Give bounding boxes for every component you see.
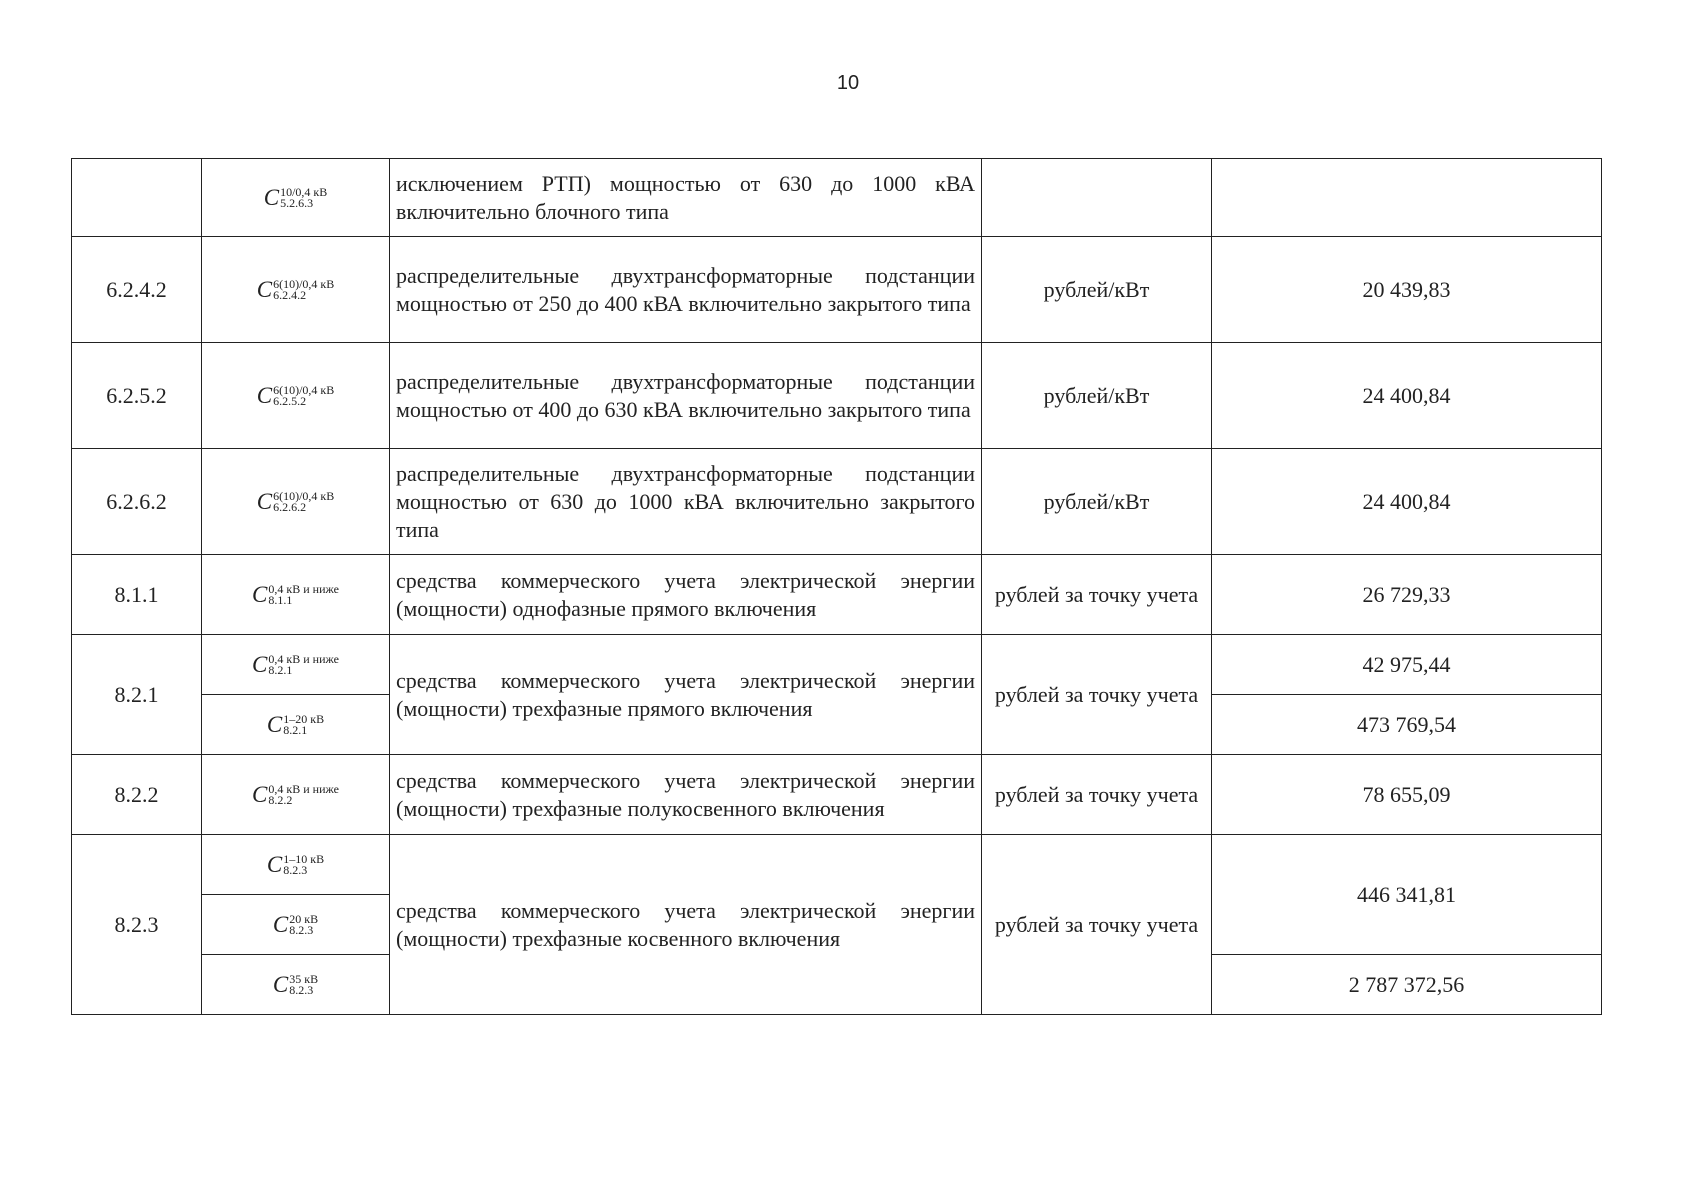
row-price: 473 769,54 (1212, 695, 1602, 755)
row-description: средства коммерческого учета электрической энергии (мощности) трехфазные полукосвенного включения (390, 755, 982, 835)
row-description: средства коммерческого учета электрической энергии (мощности) однофазные прямого включения (390, 555, 982, 635)
row-price: 446 341,81 (1212, 835, 1602, 955)
rate-symbol-cell (202, 955, 390, 1015)
row-code: 6.2.4.2 (72, 237, 202, 343)
table-row (72, 555, 1602, 635)
rate-symbol-cell (202, 835, 390, 895)
table-row (72, 449, 1602, 555)
row-unit: рублей за точку учета (982, 835, 1212, 1015)
row-code: 8.1.1 (72, 555, 202, 635)
rate-symbol-cell (202, 695, 390, 755)
table-row (72, 343, 1602, 449)
row-price: 78 655,09 (1212, 755, 1602, 835)
row-description: распределительные двухтрансформаторные подстанции мощностью от 400 до 630 кВА включительно закрытого типа (390, 343, 982, 449)
rate-symbol: C 6(10)/0,4 кВ 6.2.5.2 (256, 382, 335, 408)
rate-symbol: C 20 кВ 8.2.3 (272, 911, 319, 937)
row-description: средства коммерческого учета электрической энергии (мощности) трехфазные косвенного включения (390, 835, 982, 1015)
page-number: 10 (836, 72, 860, 94)
rate-symbol-cell (202, 343, 390, 449)
rate-symbol: C 0,4 кВ и ниже 8.1.1 (252, 581, 339, 607)
row-price: 20 439,83 (1212, 237, 1602, 343)
rate-symbol: C 1–20 кВ 8.2.1 (266, 711, 325, 737)
rate-symbol-cell (202, 449, 390, 555)
row-unit: рублей/кВт (982, 343, 1212, 449)
row-price: 24 400,84 (1212, 343, 1602, 449)
row-code: 8.2.1 (72, 635, 202, 755)
rate-symbol: C 35 кВ 8.2.3 (272, 971, 319, 997)
row-description: исключением РТП) мощностью от 630 до 1000 кВА включительно блочного типа (390, 159, 982, 237)
row-code: 8.2.2 (72, 755, 202, 835)
rate-symbol-cell (202, 755, 390, 835)
rate-symbol-cell (202, 237, 390, 343)
rate-symbol-cell (202, 159, 390, 237)
row-unit: рублей/кВт (982, 237, 1212, 343)
row-unit (982, 159, 1212, 237)
row-code (72, 159, 202, 237)
row-description: средства коммерческого учета электрической энергии (мощности) трехфазные прямого включения (390, 635, 982, 755)
row-code: 6.2.6.2 (72, 449, 202, 555)
rate-symbol-cell (202, 555, 390, 635)
row-code: 8.2.3 (72, 835, 202, 1015)
rate-symbol-cell (202, 895, 390, 955)
tariff-table (71, 158, 1602, 1015)
table-row (72, 755, 1602, 835)
row-unit: рублей за точку учета (982, 635, 1212, 755)
row-unit: рублей за точку учета (982, 755, 1212, 835)
row-price: 24 400,84 (1212, 449, 1602, 555)
table-row (72, 635, 1602, 695)
row-code: 6.2.5.2 (72, 343, 202, 449)
row-price (1212, 159, 1602, 237)
table-row (72, 159, 1602, 237)
rate-symbol: C 10/0,4 кВ 5.2.6.3 (263, 184, 328, 210)
row-description: распределительные двухтрансформаторные подстанции мощностью от 250 до 400 кВА включительно закрытого типа (390, 237, 982, 343)
rate-symbol-cell (202, 635, 390, 695)
row-description: распределительные двухтрансформаторные подстанции мощностью от 630 до 1000 кВА включительно закрытого типа (390, 449, 982, 555)
row-price: 2 787 372,56 (1212, 955, 1602, 1015)
row-unit: рублей/кВт (982, 449, 1212, 555)
rate-symbol: C 1–10 кВ 8.2.3 (266, 851, 325, 877)
row-unit: рублей за точку учета (982, 555, 1212, 635)
rate-symbol: C 6(10)/0,4 кВ 6.2.6.2 (256, 488, 335, 514)
rate-symbol: C 6(10)/0,4 кВ 6.2.4.2 (256, 276, 335, 302)
rate-symbol: C 0,4 кВ и ниже 8.2.1 (252, 651, 339, 677)
rate-symbol: C 0,4 кВ и ниже 8.2.2 (252, 781, 339, 807)
table-row (72, 237, 1602, 343)
row-price: 42 975,44 (1212, 635, 1602, 695)
row-price: 26 729,33 (1212, 555, 1602, 635)
table-row (72, 835, 1602, 895)
